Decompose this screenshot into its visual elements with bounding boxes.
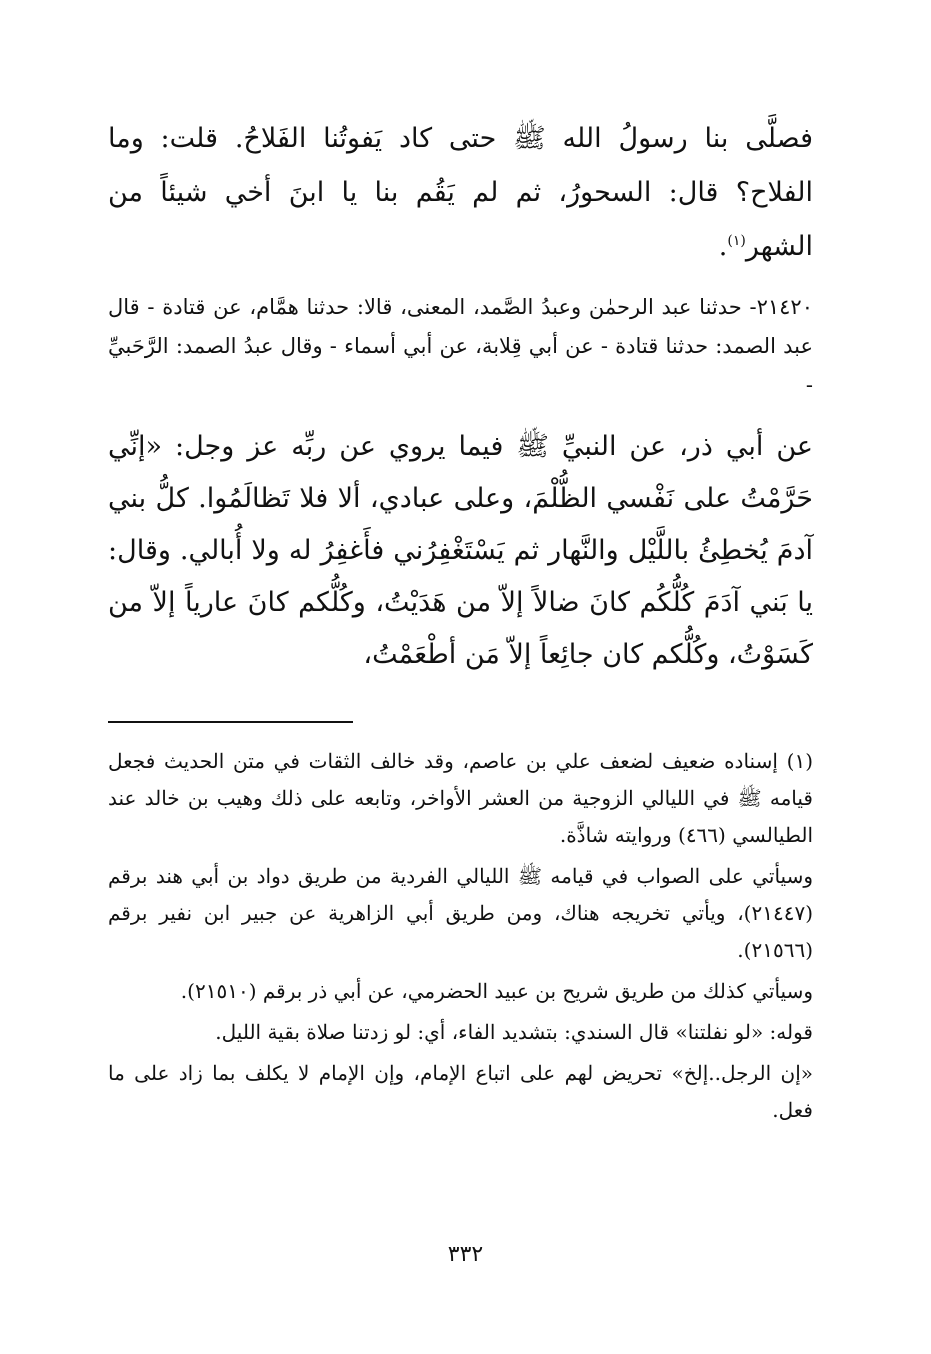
footnote-separator-wrap	[108, 721, 813, 723]
footnote-separator	[108, 721, 353, 723]
main-paragraph-1-text: فصلَّى بنا رسولُ الله ﷺ حتى كاد يَفوتُنا الفَلاحُ. قلت: وما الفلاح؟ قال: السحورُ، ثم لم يَقُم بنا يا ابنَ أخي شيئاً من الشهر	[108, 123, 813, 262]
footnote-2: وسيأتي على الصواب في قيامه ﷺ الليالي الفردية من طريق دواد بن أبي هند برقم (٢١٤٤٧)، ويأتي تخريجه هناك، ومن طريق أبي الزاهرية عن جبير ابن نفير برقم (٢١٥٦٦).	[108, 864, 813, 962]
footnote-reference[interactable]: (١)	[727, 233, 746, 249]
footnote-1: (١) إسناده ضعيف لضعف علي بن عاصم، وقد خالف الثقات في متن الحديث فجعل قيامه ﷺ في الليالي الزوجية من العشر الأواخر، وتابعه على ذلك وهيب بن خالد عند الطيالسي (٤٦٦) وروايته شاذَّة.	[108, 749, 813, 847]
footnote-4: قوله: «لو نفلتنا» قال السندي: بتشديد الفاء، أي: لو زدتنا صلاة بقية الليل.	[215, 1020, 813, 1044]
page-number: ٣٣٢	[447, 1242, 484, 1267]
hadith-chain-paragraph: ٢١٤٢٠- حدثنا عبد الرحمٰن وعبدُ الصَّمد، المعنى، قالا: حدثنا همَّام، عن قتادة - قال عبد الصمد: حدثنا قتادة - عن أبي قِلابة، عن أبي أسماء - وقال عبدُ الصمد: الرَّحَبيِّ -	[108, 295, 813, 397]
footnote-5: «إن الرجل..إلخ» تحريض لهم على اتباع الإمام، وإن الإمام لا يكلف بما زاد على ما فعل.	[108, 1061, 813, 1122]
main-paragraph-1	[108, 112, 813, 274]
footnote-3: وسيأتي كذلك من طريق شريح بن عبيد الحضرمي، عن أبي ذر برقم (٢١٥١٠).	[180, 979, 813, 1003]
footnotes-section	[108, 743, 813, 1129]
hadith-text-paragraph: عن أبي ذر، عن النبيِّ ﷺ فيما يروي عن ربِّه عز وجل: «إنِّي حَرَّمْتُ على نَفْسي الظُّلْمَ، وعلى عبادي، ألا فلا تَظالَمُوا. كلُّ بني آدمَ يُخطِئُ باللَّيْل والنَّهار ثم يَسْتَغْفِرُني فأَغفِرُ له ولا أُبالي. وقال: يا بَني آدَمَ كُلُّكُم كانَ ضالاً إلاّ من هَدَيْتُ، وكُلُّكم كانَ عارياً إلاّ من كَسَوْتُ، وكُلُّكم كان جائِعاً إلاّ مَن أطْعَمْتُ،	[108, 431, 813, 670]
main-paragraph-1-end: .	[718, 231, 728, 262]
